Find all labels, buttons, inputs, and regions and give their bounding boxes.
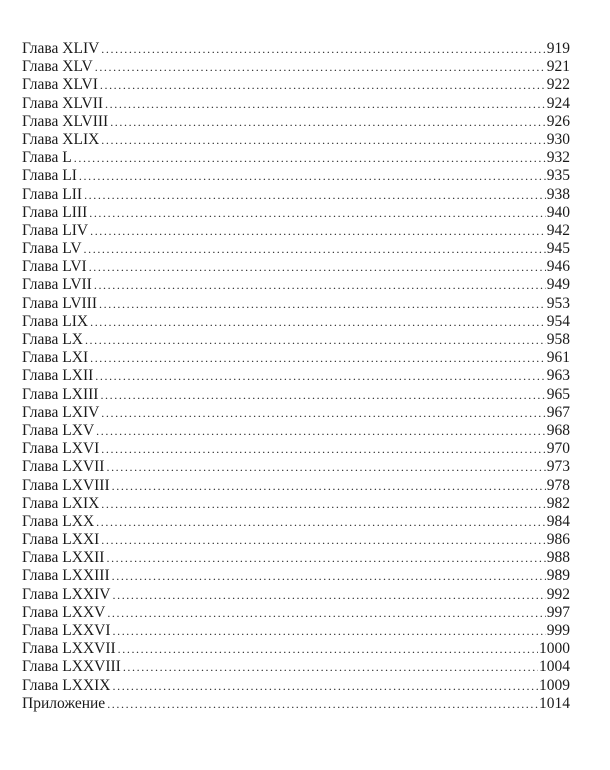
dot-leader (106, 458, 545, 476)
dot-leader (113, 586, 546, 604)
toc-entry[interactable] (22, 622, 570, 640)
dot-leader (90, 222, 546, 240)
dot-leader (107, 604, 545, 622)
toc-entry-page: 967 (546, 403, 570, 421)
dot-leader (89, 258, 546, 276)
toc-entry-title: Глава LXIII (22, 385, 99, 403)
toc-entry[interactable] (22, 549, 570, 567)
toc-entry-page: 940 (546, 203, 570, 221)
toc-entry-title: Глава LI (22, 167, 77, 185)
toc-entry-page: 954 (546, 312, 570, 330)
toc-entry[interactable] (22, 204, 570, 222)
dot-leader (112, 567, 546, 585)
dot-leader (101, 40, 545, 58)
toc-entry-title: Глава XLVII (22, 94, 104, 112)
toc-entry[interactable] (22, 186, 570, 204)
toc-entry-title: Глава XLIX (22, 130, 100, 148)
dot-leader (99, 295, 546, 313)
toc-entry-page: 1009 (539, 676, 570, 694)
toc-entry-page: 949 (546, 276, 570, 294)
toc-entry-title: Глава LXXVI (22, 622, 111, 639)
dot-leader (95, 367, 545, 385)
toc-entry-page: 973 (546, 458, 570, 476)
toc-entry-page: 988 (546, 549, 570, 567)
toc-entry[interactable] (22, 276, 570, 294)
toc-entry-title: Глава LIX (22, 312, 89, 330)
toc-entry[interactable] (22, 58, 570, 76)
dot-leader (101, 495, 545, 513)
toc-entry[interactable] (22, 331, 570, 349)
toc-entry-page: 935 (546, 167, 570, 185)
toc-entry-page: 1004 (539, 658, 570, 676)
toc-entry[interactable] (22, 76, 570, 94)
toc-entry-title: Глава LXXI (22, 531, 100, 549)
toc-entry-page: 963 (546, 367, 570, 385)
toc-entry[interactable] (22, 677, 570, 695)
dot-leader (105, 95, 546, 113)
toc-entry[interactable] (22, 149, 570, 167)
toc-entry-page: 968 (546, 421, 570, 439)
toc-entry-title: Глава LX (22, 331, 83, 348)
toc-entry-page: 930 (546, 130, 570, 148)
toc-entry-title: Глава XLIV (22, 40, 100, 57)
toc-entry[interactable] (22, 40, 570, 58)
dot-leader (100, 386, 545, 404)
toc-entry-title: Глава LXII (22, 367, 94, 385)
toc-entry[interactable] (22, 640, 570, 658)
toc-entry[interactable] (22, 477, 570, 495)
toc-entry-page: 953 (546, 294, 570, 312)
dot-leader (89, 204, 546, 222)
toc-entry-title: Глава LXVIII (22, 476, 110, 494)
dot-leader (96, 422, 546, 440)
toc-entry-page: 965 (546, 385, 570, 403)
toc-entry-title: Глава LXXVII (22, 640, 116, 658)
toc-entry-page: 961 (546, 349, 570, 367)
dot-leader (74, 149, 546, 167)
toc-entry[interactable] (22, 349, 570, 367)
dot-leader (113, 622, 546, 640)
dot-leader (110, 113, 546, 131)
toc-entry-page: 919 (546, 40, 570, 57)
toc-entry[interactable] (22, 495, 570, 513)
toc-entry[interactable] (22, 113, 570, 131)
toc-entry[interactable] (22, 222, 570, 240)
dot-leader (90, 313, 546, 331)
toc-entry-page: 946 (546, 258, 570, 276)
toc-entry-title: Глава LXI (22, 349, 89, 367)
toc-entry-title: Глава LXXIV (22, 585, 111, 603)
toc-entry[interactable] (22, 658, 570, 676)
dot-leader (101, 440, 545, 458)
toc-entry[interactable] (22, 440, 570, 458)
toc-entry-page: 982 (546, 494, 570, 512)
toc-entry-title: Глава LXXVIII (22, 658, 121, 676)
toc-entry-page: 984 (546, 512, 570, 530)
toc-entry-title: Глава LXXIX (22, 676, 111, 694)
toc-entry-title: Глава LXIV (22, 403, 100, 421)
table-of-contents (22, 40, 570, 713)
dot-leader (106, 549, 545, 567)
toc-entry-title: Глава LVII (22, 276, 92, 294)
toc-entry[interactable] (22, 131, 570, 149)
toc-entry[interactable] (22, 422, 570, 440)
toc-entry[interactable] (22, 167, 570, 185)
toc-entry-page: 986 (546, 531, 570, 549)
toc-entry-title: Приложение (22, 694, 106, 712)
dot-leader (94, 276, 546, 294)
toc-entry-title: Глава LIII (22, 203, 88, 221)
toc-entry-page: 938 (546, 185, 570, 203)
toc-entry[interactable] (22, 367, 570, 385)
toc-entry-title: Глава XLVIII (22, 112, 109, 130)
toc-entry-page: 989 (546, 567, 570, 585)
toc-entry[interactable] (22, 313, 570, 331)
toc-entry-title: Глава LXXIII (22, 567, 110, 585)
toc-entry-title: Глава LXXII (22, 549, 105, 567)
dot-leader (123, 658, 538, 676)
toc-entry-title: Глава XLVI (22, 76, 98, 94)
dot-leader (79, 167, 546, 185)
toc-entry[interactable] (22, 604, 570, 622)
toc-entry[interactable] (22, 513, 570, 531)
toc-entry[interactable] (22, 95, 570, 113)
dot-leader (113, 677, 539, 695)
toc-entry[interactable] (22, 531, 570, 549)
toc-entry-page: 932 (546, 149, 570, 167)
toc-entry-page: 1014 (539, 694, 570, 712)
toc-entry-title: Глава LXX (22, 512, 95, 530)
toc-entry-title: Глава LVIII (22, 294, 98, 312)
toc-entry-page: 921 (546, 58, 570, 76)
toc-entry[interactable] (22, 240, 570, 258)
toc-entry[interactable] (22, 567, 570, 585)
dot-leader (112, 477, 546, 495)
toc-entry-page: 922 (546, 76, 570, 94)
dot-leader (84, 186, 546, 204)
toc-entry-page: 942 (546, 221, 570, 239)
toc-entry-page: 1000 (539, 640, 570, 658)
toc-entry-title: Глава LII (22, 185, 83, 203)
toc-entry-title: Глава LVI (22, 258, 87, 276)
toc-entry[interactable] (22, 258, 570, 276)
toc-entry-page: 926 (546, 112, 570, 130)
dot-leader (95, 58, 546, 76)
dot-leader (96, 513, 546, 531)
toc-entry[interactable] (22, 386, 570, 404)
toc-entry-title: Глава LV (22, 240, 82, 258)
toc-entry-page: 992 (546, 585, 570, 603)
toc-entry[interactable] (22, 295, 570, 313)
dot-leader (84, 240, 546, 258)
toc-entry-appendix[interactable] (22, 695, 570, 713)
toc-entry-page: 978 (546, 476, 570, 494)
toc-entry-page: 958 (546, 331, 570, 348)
toc-entry[interactable] (22, 586, 570, 604)
dot-leader (90, 349, 546, 367)
toc-entry-title: Глава LXXV (22, 603, 106, 621)
toc-entry-page: 997 (546, 603, 570, 621)
toc-entry-title: Глава LXVI (22, 440, 100, 458)
toc-entry-page: 999 (546, 622, 570, 639)
toc-entry-title: Глава LIV (22, 221, 89, 239)
dot-leader (107, 695, 538, 713)
toc-entry-title: Глава LXIX (22, 494, 100, 512)
dot-leader (101, 404, 545, 422)
toc-entry-title: Глава LXV (22, 421, 95, 439)
dot-leader (100, 76, 546, 94)
toc-entry[interactable] (22, 458, 570, 476)
toc-entry-title: Глава LXVII (22, 458, 105, 476)
dot-leader (118, 640, 538, 658)
toc-entry[interactable] (22, 404, 570, 422)
toc-entry-page: 945 (546, 240, 570, 258)
toc-entry-page: 970 (546, 440, 570, 458)
toc-entry-title: Глава XLV (22, 58, 93, 76)
dot-leader (101, 531, 545, 549)
toc-entry-page: 924 (546, 94, 570, 112)
dot-leader (101, 131, 545, 149)
dot-leader (85, 331, 546, 349)
toc-entry-title: Глава L (22, 149, 72, 167)
